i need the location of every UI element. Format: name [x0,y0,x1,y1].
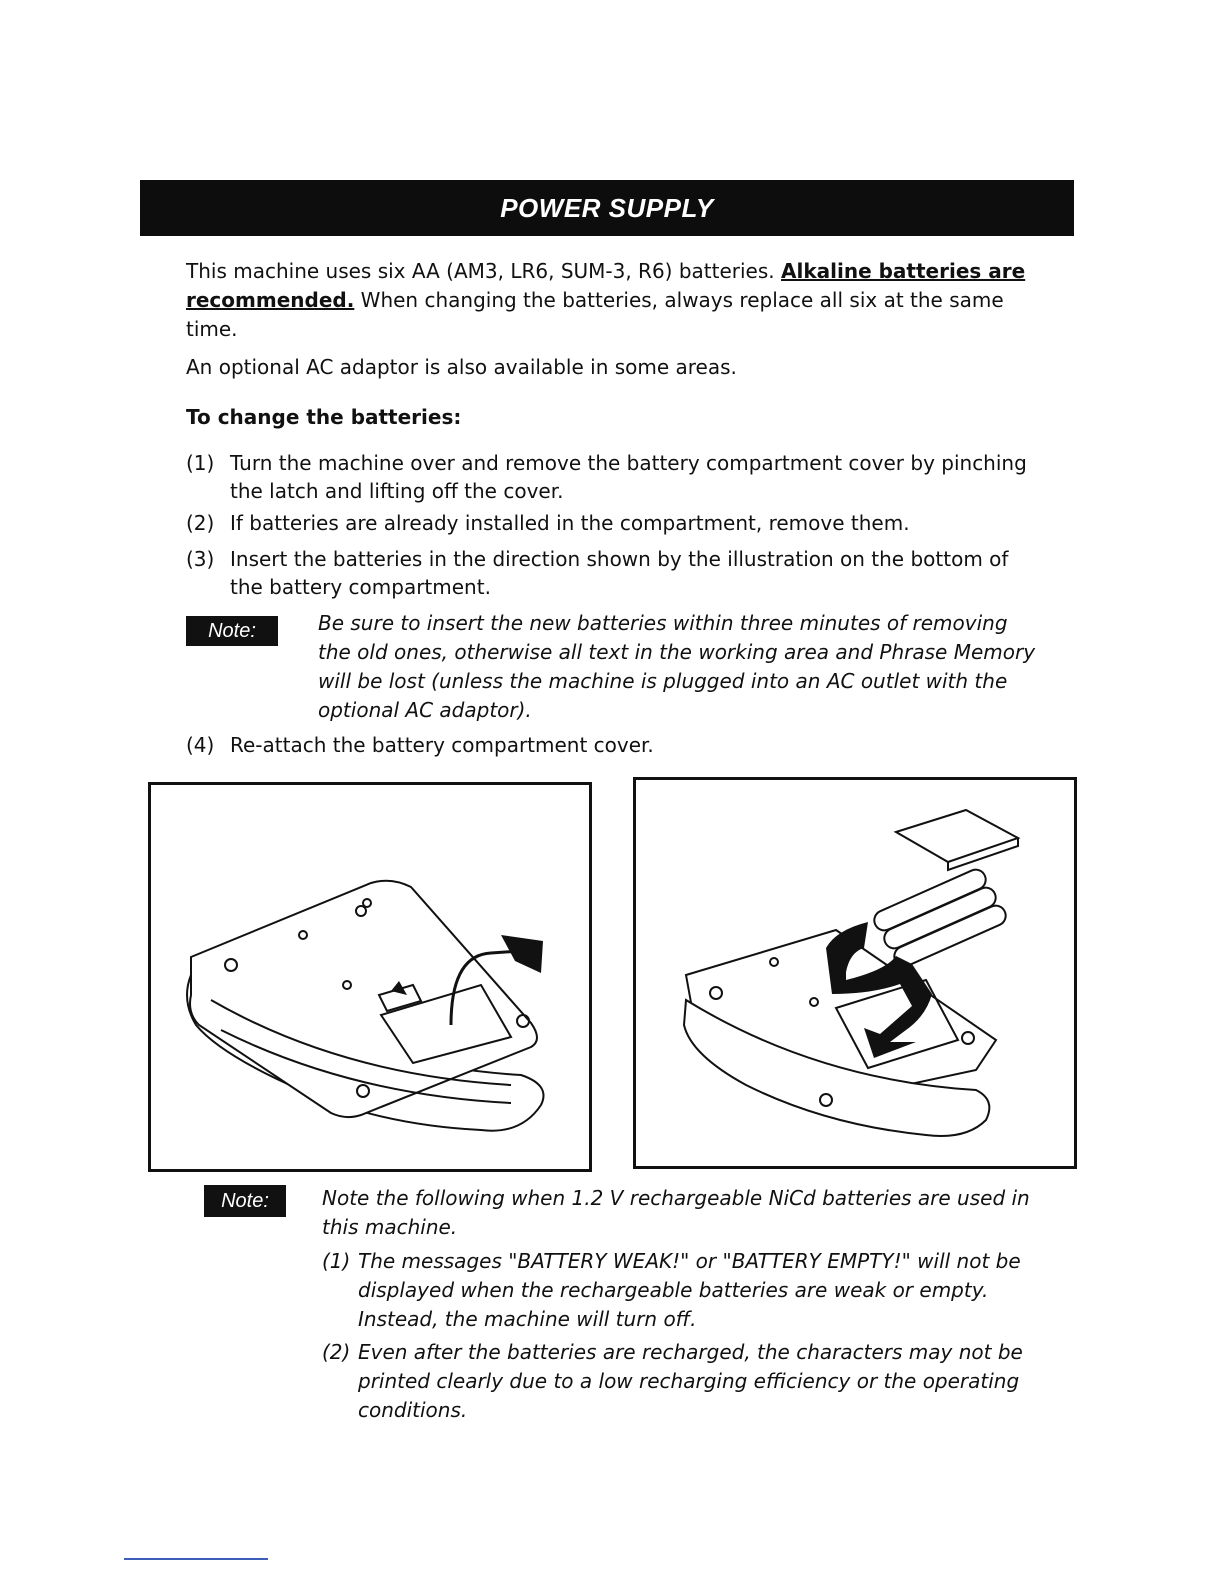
battery-insertion-illustration [636,780,1074,1166]
step-number: (3) [186,547,215,571]
page-title: POWER SUPPLY [500,193,714,223]
intro-paragraph [186,257,1030,344]
step-text: If batteries are already installed in the compartment, remove them. [230,511,910,535]
step-number: (2) [186,511,215,535]
page-header [140,180,1074,236]
note-intro: Note the following when 1.2 V rechargeable NiCd batteries are used in this machine. [322,1186,1030,1239]
step-text: Re-attach the battery compartment cover. [230,733,654,757]
ac-adaptor-paragraph: An optional AC adaptor is also available in some areas. [186,355,737,379]
footer-rule [124,1558,268,1560]
machine-underside-illustration [151,785,589,1169]
note-item-number: (1) [322,1249,351,1273]
note-item-text: Even after the batteries are recharged, the characters may not be printed clearly due to a low recharging efficiency or the operating conditions. [358,1340,1023,1422]
note-item-text: The messages "BATTERY WEAK!" or "BATTERY EMPTY!" will not be displayed when the rechargeable batteries are weak or empty. Instead, the machine will turn off. [358,1249,1021,1331]
note-badge: Note: [186,616,278,646]
figure-insert-batteries [633,777,1077,1169]
step-number: (1) [186,451,215,475]
intro-text-a: This machine uses six AA (AM3, LR6, SUM-3, R6) batteries. [186,259,781,283]
section-title: To change the batteries: [186,405,462,429]
intro-text-b: When changing the batteries, always replace all six at the same time. [186,288,1004,341]
step-text: Turn the machine over and remove the battery compartment cover by pinching the latch and lifting off the cover. [230,451,1027,503]
figure-remove-cover [148,782,592,1172]
note-badge: Note: [204,1185,286,1217]
step-text: Insert the batteries in the direction shown by the illustration on the bottom of the battery compartment. [230,547,1009,599]
alkaline-recommendation: Alkaline batteries are recommended. [186,259,1026,312]
step-number: (4) [186,733,215,757]
note-text: Be sure to insert the new batteries within three minutes of removing the old ones, otherwise all text in the working area and Phrase Memory will be lost (unless the machine is plugged into an AC outlet with the optional AC adaptor). [318,611,1036,722]
note-item-number: (2) [322,1340,351,1364]
